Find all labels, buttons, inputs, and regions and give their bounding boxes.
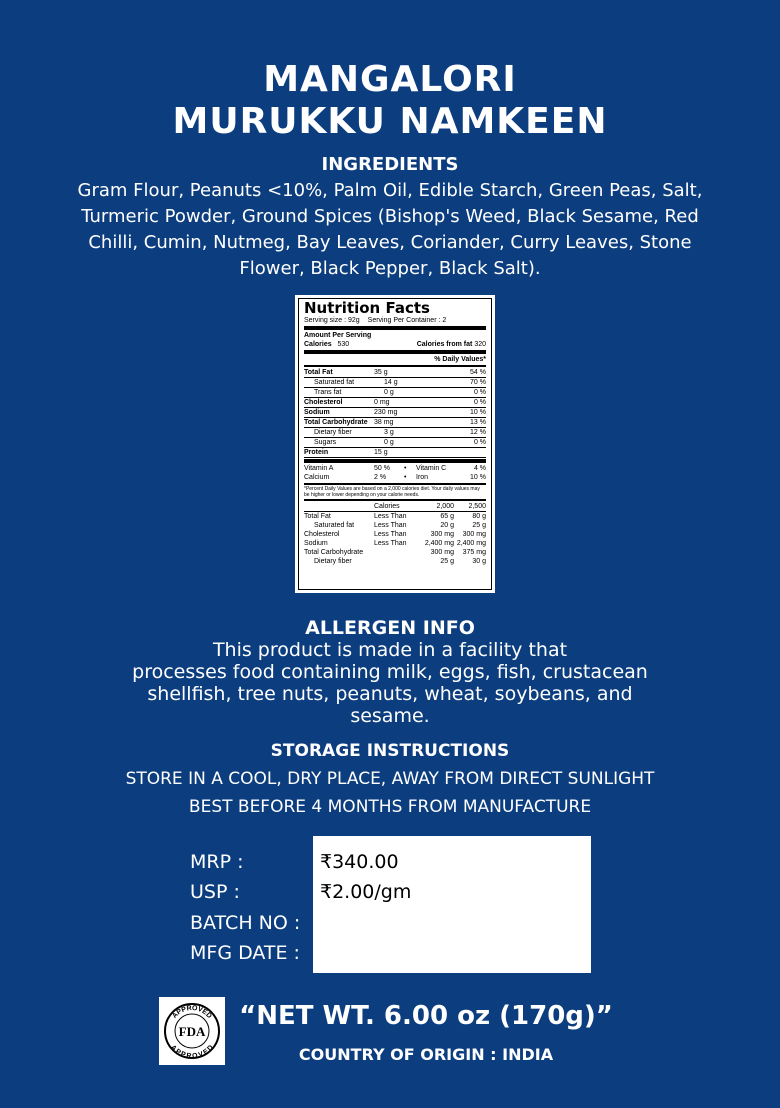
ref-name: Total Fat — [304, 513, 331, 520]
calories-fat-label: Calories from fat — [416, 341, 473, 348]
ref-header-cell: Calories — [374, 503, 400, 510]
storage-heading: STORAGE INSTRUCTIONS — [270, 741, 510, 761]
serving-size: Serving size : 92g — [304, 317, 360, 324]
nutrient-name: Total Fat — [304, 369, 333, 376]
nutrient-name: Trans fat — [314, 389, 342, 396]
allergen-text — [80, 639, 700, 727]
reference-header — [304, 502, 486, 512]
reference-row — [304, 521, 486, 530]
ref-name: Total Carbohydrate — [304, 549, 364, 556]
ref-name: Saturated fat — [314, 522, 355, 529]
nutrient-dv: 0 % — [473, 389, 486, 396]
nutrient-row — [304, 418, 486, 428]
allergen-line-4: sesame. — [350, 705, 430, 727]
bullet-icon: • — [404, 474, 407, 481]
ref-v1: 300 mg — [430, 531, 454, 538]
storage-line-1: STORE IN A COOL, DRY PLACE, AWAY FROM DIRECT SUNLIGHT — [125, 769, 655, 789]
allergen-line-2: processes food containing milk, eggs, fish, crustacean — [132, 661, 648, 683]
nutrient-row — [304, 428, 486, 438]
ref-v2: 300 mg — [462, 531, 486, 538]
vitamin-dv: 2 % — [374, 474, 387, 481]
nutrient-dv: 0 % — [473, 399, 486, 406]
ref-cond: Less Than — [374, 513, 407, 520]
vitamin-dv: 10 % — [470, 474, 486, 481]
calories-label: Calories — [304, 341, 332, 348]
ref-v1: 20 g — [440, 522, 454, 529]
allergen-line-1: This product is made in a facility that — [212, 639, 568, 661]
nutrient-name: Cholesterol — [304, 399, 343, 406]
ref-v1: 300 mg — [430, 549, 454, 556]
usp-label: USP : — [190, 881, 240, 903]
calories-value: 530 — [337, 341, 350, 348]
reference-row — [304, 548, 486, 557]
svg-text:APPROVED: APPROVED — [171, 1004, 213, 1020]
ref-v2: 375 mg — [462, 549, 486, 556]
ref-v2: 30 g — [472, 558, 486, 565]
nutrient-name: Total Carbohydrate — [304, 419, 368, 426]
nutrient-row — [304, 388, 486, 398]
nutrition-title: Nutrition Facts — [304, 299, 430, 317]
nutrient-row — [304, 398, 486, 408]
daily-values-footnote: *Percent Daily Values are based on a 2,000 calories diet. Your daily values may be higher or lower depending on your calorie needs. — [304, 486, 480, 498]
ref-v2: 2,400 mg — [456, 540, 486, 547]
nutrient-rows — [304, 368, 486, 458]
nutrient-amount: 3 g — [384, 429, 394, 436]
nutrient-dv: 54 % — [470, 369, 486, 376]
nutrient-name: Protein — [304, 449, 329, 456]
ref-cond: Less Than — [374, 522, 407, 529]
vitamin-dv: 50 % — [374, 465, 390, 472]
ingredients-text: Gram Flour, Peanuts <10%, Palm Oil, Edible Starch, Green Peas, Salt, Turmeric Powder, Ground Spices (Bishop's Weed, Black Sesame, Red Chilli, Cumin, Nutmeg, Bay Leaves, Coriander, Curry Leaves, Stone Flower, Black Pepper, Black Salt). — [77, 180, 703, 279]
nutrient-row — [304, 378, 486, 388]
nutrient-row — [304, 438, 486, 448]
product-title-line1: MANGALORI — [263, 59, 517, 100]
ref-cond: Less Than — [374, 531, 407, 538]
net-weight: “NET WT. 6.00 oz (170g)” — [239, 1001, 613, 1031]
vitamin-rows — [304, 464, 486, 482]
vitamin-name: Vitamin A — [304, 465, 334, 472]
nutrient-row — [304, 448, 486, 458]
nutrition-facts-label — [295, 295, 495, 593]
nutrient-dv: 13 % — [470, 419, 486, 426]
ref-cond: Less Than — [374, 540, 407, 547]
nutrient-amount: 15 g — [374, 449, 388, 456]
nutrient-row — [304, 368, 486, 378]
nutrient-name: Sugars — [314, 439, 337, 446]
nutrient-amount: 14 g — [384, 379, 398, 386]
nutrient-amount: 0 mg — [374, 399, 390, 406]
ref-v2: 80 g — [472, 513, 486, 520]
reference-table — [304, 502, 486, 566]
reference-row — [304, 557, 486, 566]
reference-row — [304, 512, 486, 521]
daily-values-header: % Daily Values* — [434, 356, 486, 363]
nutrient-dv: 12 % — [470, 429, 486, 436]
ref-header-cell: 2,000 — [436, 503, 454, 510]
product-title-line2: MURUKKU NAMKEEN — [172, 101, 608, 142]
ref-v1: 65 g — [440, 513, 454, 520]
nutrient-name: Sodium — [304, 409, 330, 416]
servings-per-container: Serving Per Container : 2 — [367, 317, 447, 324]
nutrient-name: Dietary fiber — [314, 429, 352, 436]
batch-label: BATCH NO : — [190, 912, 301, 934]
ref-v1: 25 g — [440, 558, 454, 565]
nutrient-dv: 10 % — [470, 409, 486, 416]
reference-row — [304, 539, 486, 548]
nutrient-amount: 0 g — [384, 389, 394, 396]
nutrient-dv: 70 % — [470, 379, 486, 386]
nutrient-dv — [416, 448, 486, 457]
vitamin-name: Iron — [416, 474, 429, 481]
storage-line-2: BEST BEFORE 4 MONTHS FROM MANUFACTURE — [188, 797, 592, 817]
mfg-date-label: MFG DATE : — [190, 942, 300, 964]
bullet-icon: • — [404, 465, 407, 472]
nutrient-row — [304, 408, 486, 418]
ref-header-cell: 2,500 — [468, 503, 486, 510]
ref-cond — [374, 557, 414, 566]
ref-v1: 2,400 mg — [424, 540, 454, 547]
svg-text:FDA: FDA — [178, 1024, 206, 1039]
ref-v2: 25 g — [472, 522, 486, 529]
svg-text:APPROVED: APPROVED — [169, 1044, 215, 1061]
mrp-label: MRP : — [190, 851, 244, 873]
mrp-value: ₹340.00 — [320, 851, 399, 873]
nutrient-amount: 0 g — [384, 439, 394, 446]
nutrient-amount: 35 g — [374, 369, 388, 376]
amount-per-serving: Amount Per Serving — [304, 332, 372, 339]
usp-value: ₹2.00/gm — [320, 881, 412, 903]
vitamin-dv: 4 % — [473, 465, 486, 472]
country-of-origin: COUNTRY OF ORIGIN : INDIA — [298, 1045, 554, 1064]
vitamin-name: Calcium — [304, 474, 330, 481]
ref-name: Cholesterol — [304, 531, 340, 538]
ref-name: Sodium — [304, 540, 328, 547]
nutrient-amount: 230 mg — [374, 409, 398, 416]
ref-cond — [374, 548, 414, 557]
allergen-heading: ALLERGEN INFO — [305, 617, 475, 639]
fda-approved-icon — [159, 997, 225, 1065]
nutrient-name: Saturated fat — [314, 379, 355, 386]
vitamin-row — [304, 464, 486, 473]
vitamin-name: Vitamin C — [416, 465, 447, 472]
nutrient-dv: 0 % — [473, 439, 486, 446]
ref-name: Dietary fiber — [314, 558, 352, 565]
allergen-line-3: shellfish, tree nuts, peanuts, wheat, soybeans, and — [147, 683, 633, 705]
reference-row — [304, 530, 486, 539]
calories-fat-value: 320 — [474, 341, 486, 348]
ingredients-heading: INGREDIENTS — [321, 154, 459, 175]
vitamin-row — [304, 473, 486, 482]
nutrient-amount: 38 mg — [374, 419, 394, 426]
